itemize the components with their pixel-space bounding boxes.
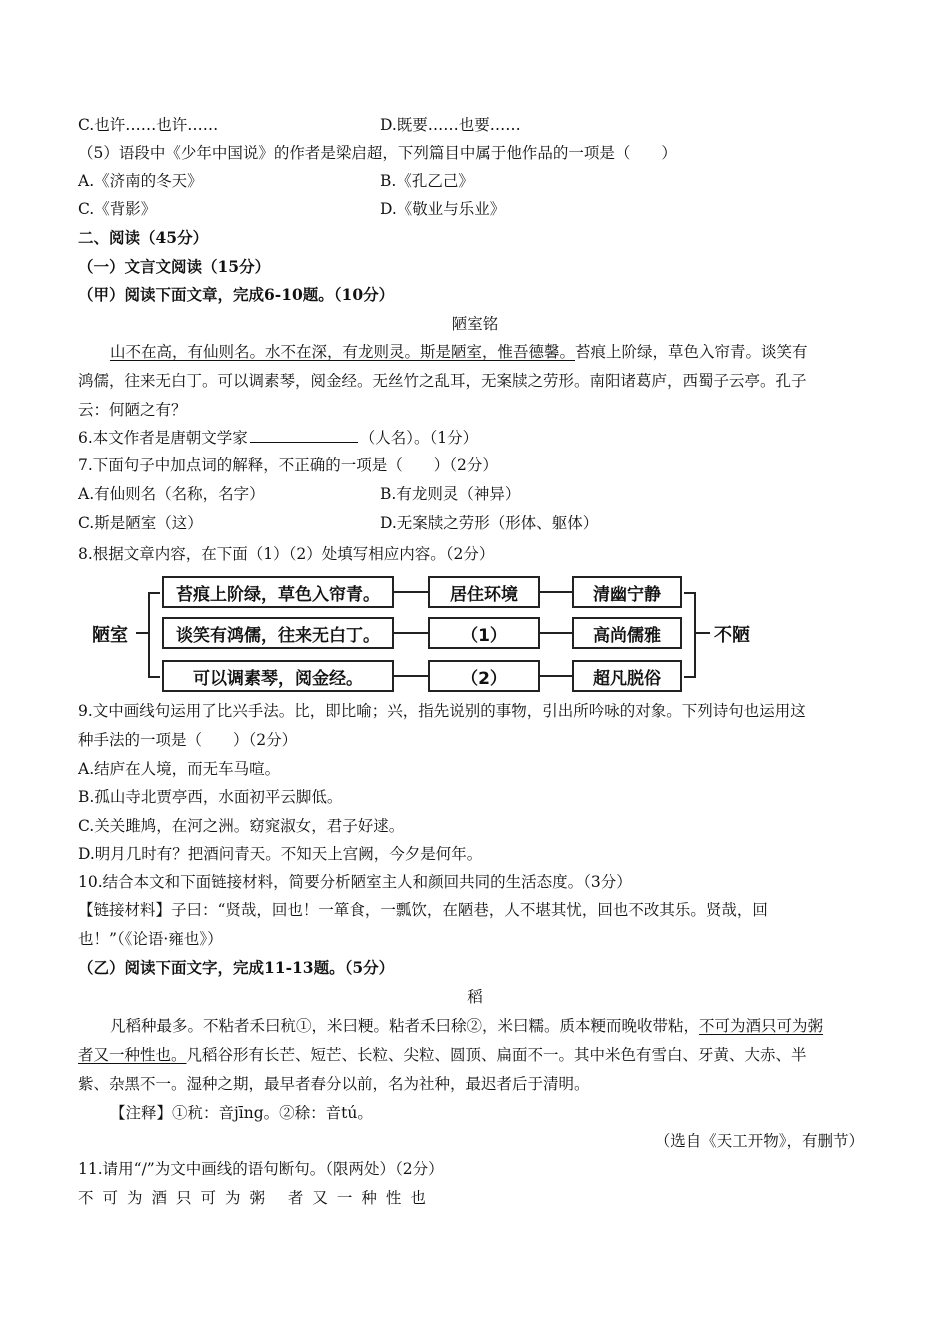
q9-option-c: C.关关雎鸠，在河之洲。窈窕淑女，君子好逑。 (78, 817, 405, 835)
underlined-sentence: 山不在高，有仙则名。水不在深，有龙则灵。斯是陋室，惟吾德馨。 (110, 343, 576, 361)
diagram-quote-3: 可以调素琴，阅金经。 (162, 660, 394, 692)
q4-option-c: C.也许……也许…… (78, 116, 219, 134)
q5-option-c: C.《背影》 (78, 200, 157, 218)
q4-option-d: D.既要……也要…… (380, 116, 521, 134)
diagram-aspect-1: 居住环境 (428, 576, 540, 608)
q7-option-d: D.无案牍之劳形（形体、躯体） (380, 514, 599, 532)
passage-1-line-2: 鸿儒，往来无白丁。可以调素琴，阅金经。无丝竹之乱耳，无案牍之劳形。南阳诸葛庐，西蜀子云亭。孔子 (78, 372, 807, 390)
annotation-note: 【注释】①秔：音jīng。②稌：音tú。 (110, 1104, 373, 1122)
q6 (78, 428, 478, 448)
diagram-aspect-2-blank[interactable]: （1） (428, 617, 540, 649)
diagram-aspect-3-blank[interactable]: （2） (428, 660, 540, 692)
q5-stem: （5）语段中《少年中国说》的作者是梁启超，下列篇目中属于他作品的一项是（ ） (78, 144, 677, 162)
section-2-1-heading: （一）文言文阅读（15分） (78, 257, 271, 276)
q9-option-a: A.结庐在人境，而无车马喧。 (78, 760, 281, 778)
passage-2-title: 稻 (467, 988, 483, 1006)
passage-1-title: 陋室铭 (451, 315, 499, 333)
diagram-result: 不陋 (714, 625, 750, 646)
passage-2-line-2 (78, 1045, 807, 1065)
passage-2-line-1 (110, 1016, 823, 1036)
q7-option-c: C.斯是陋室（这） (78, 514, 203, 532)
passage-text: 凡稻种最多。不粘者禾曰秔①，米曰粳。粘者禾曰稌②，米曰糯。质本粳而晚收带粘， (110, 1017, 700, 1035)
passage-text: 苔痕上阶绿，草色入帘青。谈笑有 (575, 343, 808, 361)
q7-stem: 7.下面句子中加点词的解释，不正确的一项是（ ）（2分） (78, 456, 498, 474)
passage-1-line-1 (110, 342, 808, 362)
q9-option-b: B.孤山寺北贾亭西，水面初平云脚低。 (78, 788, 343, 806)
q7-option-a: A.有仙则名（名称，名字） (78, 485, 265, 503)
diagram-quote-1: 苔痕上阶绿，草色入帘青。 (162, 576, 394, 608)
part-yi-heading: （乙）阅读下面文字，完成11-13题。（5分） (78, 958, 395, 977)
diagram-quote-2: 谈笑有鸿儒，往来无白丁。 (162, 617, 394, 649)
q6-text-end: （人名）。（1分） (359, 429, 479, 447)
underlined-sentence: 不可为酒只可为粥 (699, 1017, 824, 1035)
q7-option-b: B.有龙则灵（神异） (380, 485, 521, 503)
q9-option-d: D.明月几时有？把酒问青天。不知天上宫阙，今夕是何年。 (78, 845, 483, 863)
answer-blank[interactable] (250, 428, 358, 443)
diagram-trait-1: 清幽宁静 (572, 576, 682, 608)
q8-diagram (86, 574, 806, 694)
passage-2-line-3: 紫、杂黑不一。湿种之期，最早者春分以前，名为社种，最迟者后于清明。 (78, 1075, 590, 1093)
q9-stem-line-2: 种手法的一项是（ ）（2分） (78, 731, 298, 749)
q6-text: 6.本文作者是唐朝文学家 (78, 429, 248, 447)
q5-option-d: D.《敬业与乐业》 (380, 200, 506, 218)
diagram-root: 陋室 (92, 625, 128, 646)
source-citation: （选自《天工开物》，有删节） (654, 1132, 864, 1150)
q11-sentence[interactable]: 不可为酒只可为粥 者又一种性也 (78, 1189, 435, 1207)
q5-option-b: B.《孔乙己》 (380, 172, 474, 190)
link-material-line-2: 也！”（《论语·雍也》） (78, 930, 223, 948)
q10-stem: 10.结合本文和下面链接材料，简要分析陋室主人和颜回共同的生活态度。（3分） (78, 873, 632, 891)
diagram-trait-3: 超凡脱俗 (572, 660, 682, 692)
underlined-sentence: 者又一种性也。 (78, 1046, 187, 1064)
part-jia-heading: （甲）阅读下面文章，完成6-10题。（10分） (78, 285, 395, 304)
section-2-heading: 二、阅读（45分） (78, 228, 209, 247)
q5-option-a: A.《济南的冬天》 (78, 172, 203, 190)
q11-stem: 11.请用“/”为文中画线的语句断句。（限两处）（2分） (78, 1160, 444, 1178)
q8-stem: 8.根据文章内容，在下面（1）（2）处填写相应内容。（2分） (78, 545, 495, 563)
passage-1-line-3: 云：何陋之有？ (78, 401, 187, 419)
passage-text: 凡稻谷形有长芒、短芒、长粒、尖粒、圆顶、扁面不一。其中米色有雪白、牙黄、大赤、半 (186, 1046, 807, 1064)
q9-stem-line-1: 9.文中画线句运用了比兴手法。比，即比喻；兴，指先说别的事物，引出所吟咏的对象。下列诗句也运用这 (78, 702, 806, 720)
diagram-trait-2: 高尚儒雅 (572, 617, 682, 649)
link-material-line-1: 【链接材料】子曰：“贤哉，回也！一箪食，一瓢饮，在陋巷，人不堪其忧，回也不改其乐。贤哉，回 (78, 901, 768, 919)
